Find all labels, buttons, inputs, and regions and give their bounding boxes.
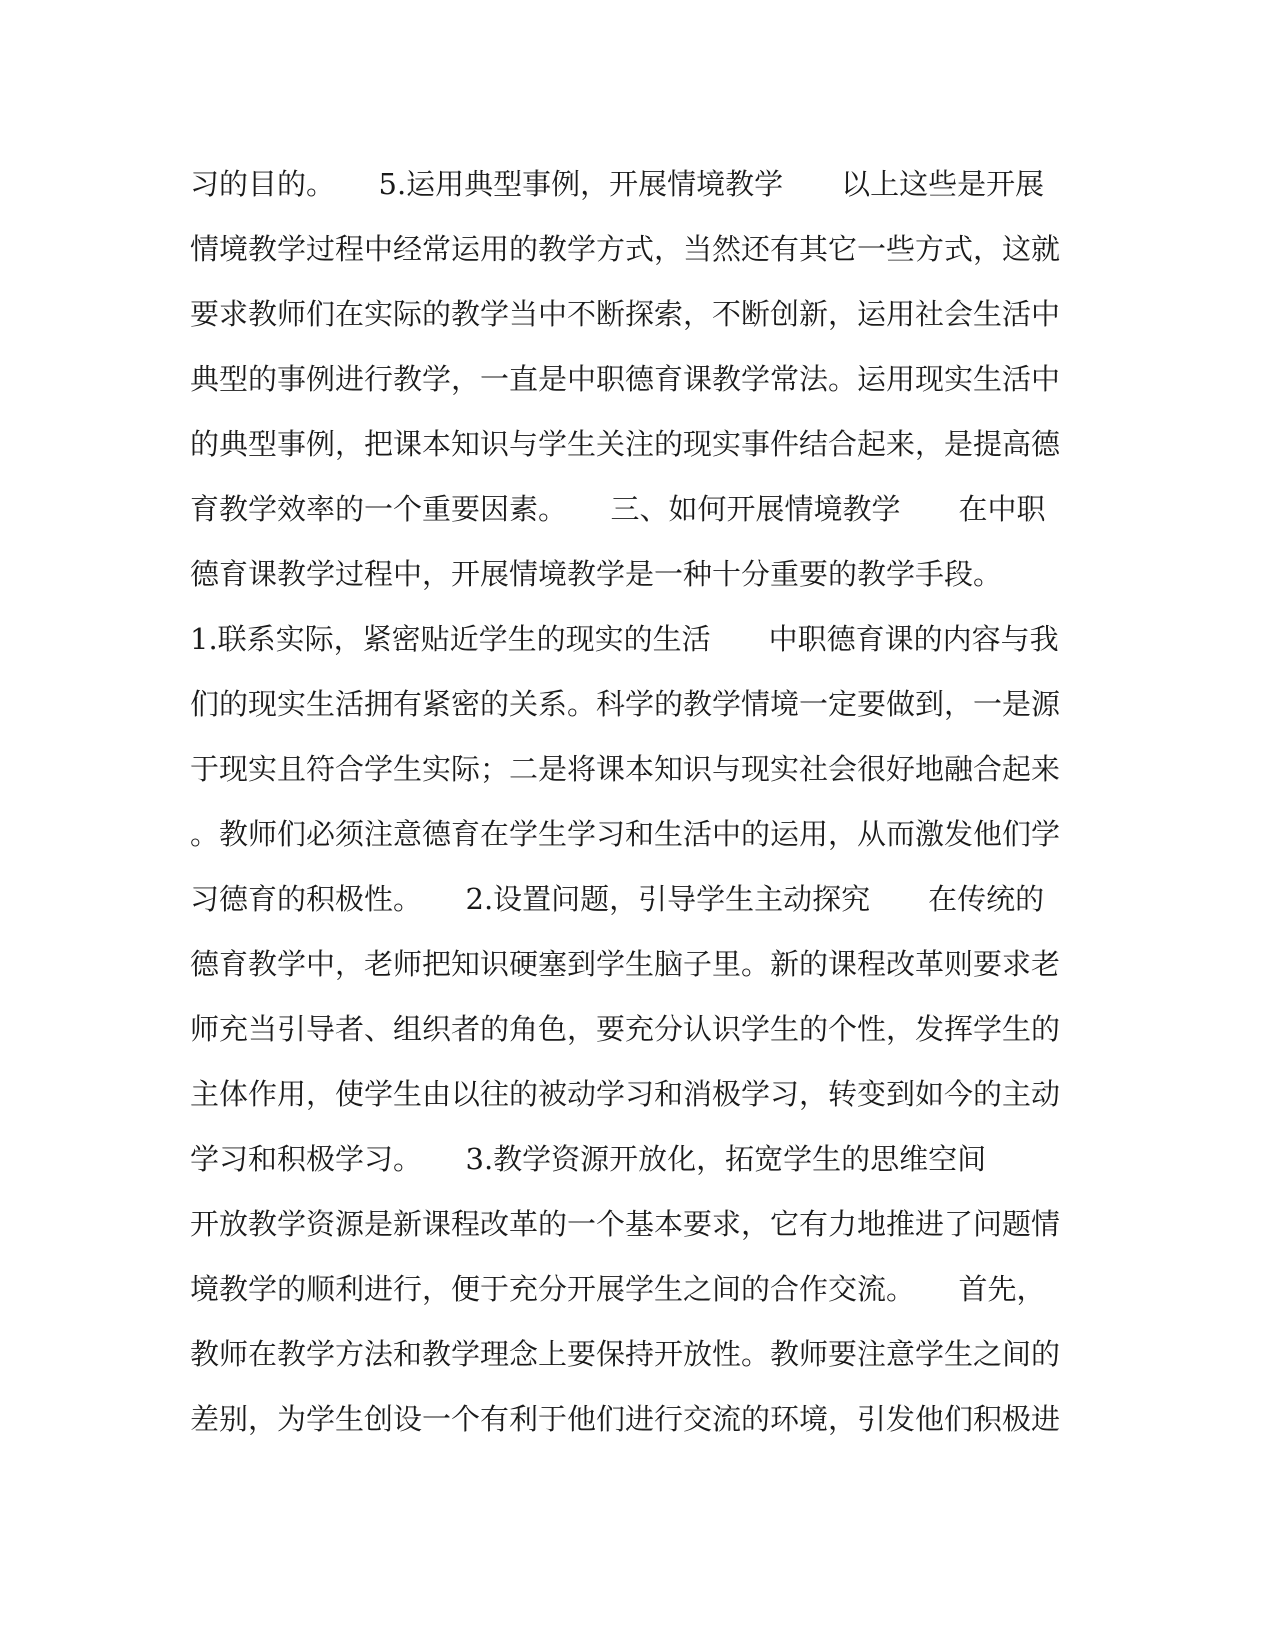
text-line: 差别，为学生创设一个有利于他们进行交流的环境，引发他们积极进: [190, 1402, 1061, 1436]
text-line: 师充当引导者、组织者的角色，要充分认识学生的个性，发挥学生的: [190, 1012, 1061, 1046]
text-line: 的典型事例，把课本知识与学生关注的现实事件结合起来，是提高德: [190, 427, 1061, 461]
text-line: 育教学效率的一个重要因素。 三、如何开展情境教学 在中职: [190, 492, 1046, 526]
text-line: 。教师们必须注意德育在学生学习和生活中的运用，从而激发他们学: [190, 817, 1061, 851]
text-line: 1.联系实际，紧密贴近学生的现实的生活 中职德育课的内容与我: [190, 622, 1059, 656]
text-line: 情境教学过程中经常运用的教学方式，当然还有其它一些方式，这就: [190, 232, 1061, 266]
text-line: 德育教学中，老师把知识硬塞到学生脑子里。新的课程改革则要求老: [190, 947, 1061, 981]
text-line: 境教学的顺利进行，便于充分开展学生之间的合作交流。 首先，: [190, 1272, 1046, 1306]
text-line: 德育课教学过程中，开展情境教学是一种十分重要的教学手段。: [190, 557, 1003, 591]
text-line: 学习和积极学习。 3.教学资源开放化，拓宽学生的思维空间: [190, 1142, 987, 1176]
text-line: 教师在教学方法和教学理念上要保持开放性。教师要注意学生之间的: [190, 1337, 1061, 1371]
text-line: 开放教学资源是新课程改革的一个基本要求，它有力地推进了问题情: [190, 1207, 1061, 1241]
text-line: 习德育的积极性。 2.设置问题，引导学生主动探究 在传统的: [190, 882, 1045, 916]
text-line: 们的现实生活拥有紧密的关系。科学的教学情境一定要做到，一是源: [190, 687, 1061, 721]
text-line: 典型的事例进行教学，一直是中职德育课教学常法。运用现实生活中: [190, 362, 1061, 396]
text-line: 主体作用，使学生由以往的被动学习和消极学习，转变到如今的主动: [190, 1077, 1061, 1111]
text-line: 要求教师们在实际的教学当中不断探索，不断创新，运用社会生活中: [190, 297, 1061, 331]
text-line: 于现实且符合学生实际；二是将课本知识与现实社会很好地融合起来: [190, 752, 1061, 786]
body-text: [190, 152, 1070, 1452]
text-line: 习的目的。 5.运用典型事例，开展情境教学 以上这些是开展: [190, 167, 1045, 201]
